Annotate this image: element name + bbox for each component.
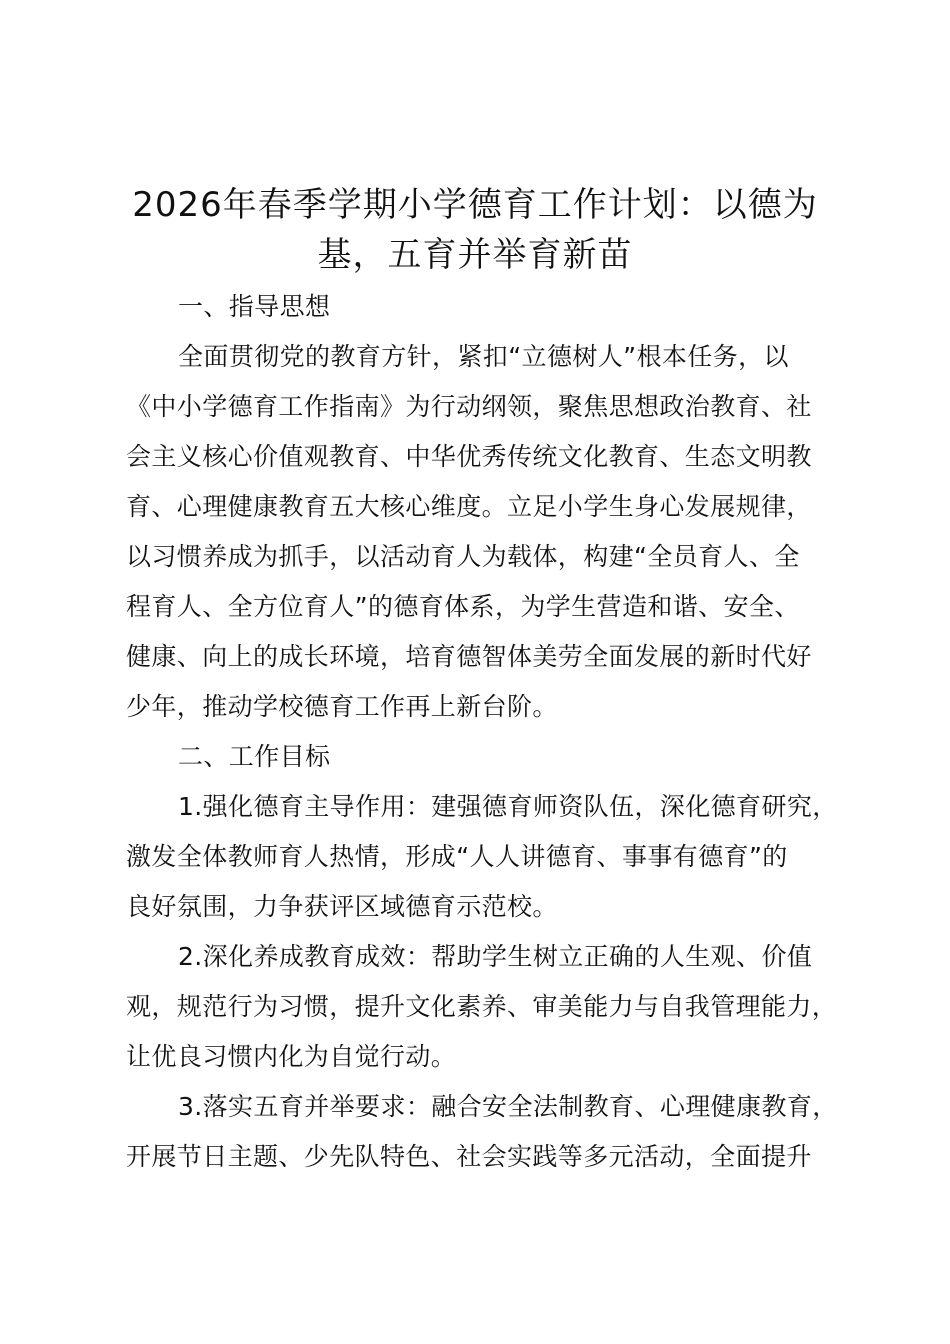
text-line: 少年，推动学校德育工作再上新台阶。 xyxy=(126,692,558,721)
text-line: 良好氛围，力争获评区域德育示范校。 xyxy=(126,892,558,921)
section-heading-work-goals: 二、工作目标 xyxy=(178,742,331,771)
paragraph-goal-2 xyxy=(126,932,836,1082)
document-title xyxy=(110,180,840,280)
section-heading-guiding-ideology: 一、指导思想 xyxy=(178,292,331,321)
text-line: 育、心理健康教育五大核心维度。立足小学生身心发展规律， xyxy=(126,492,812,521)
paragraph-guiding-ideology xyxy=(126,332,836,732)
title-line: 2026年春季学期小学德育工作计划：以德为 xyxy=(132,185,818,225)
text-line: 1.强化德育主导作用：建强德育师资队伍，深化德育研究， xyxy=(178,792,838,821)
text-line: 开展节日主题、少先队特色、社会实践等多元活动，全面提升 xyxy=(126,1142,812,1171)
text-line: 以习惯养成为抓手，以活动育人为载体，构建“全员育人、全 xyxy=(126,542,800,571)
document-body xyxy=(126,282,836,1182)
text-line: 激发全体教师育人热情，形成“人人讲德育、事事有德育”的 xyxy=(126,842,788,871)
text-line: 3.落实五育并举要求：融合安全法制教育、心理健康教育， xyxy=(178,1092,838,1121)
text-line: 2.深化养成教育成效：帮助学生树立正确的人生观、价值 xyxy=(178,942,813,971)
text-line: 观，规范行为习惯，提升文化素养、审美能力与自我管理能力， xyxy=(126,992,838,1021)
text-line: 程育人、全方位育人”的德育体系，为学生营造和谐、安全、 xyxy=(126,592,800,621)
text-line: 《中小学德育工作指南》为行动纲领，聚焦思想政治教育、社 xyxy=(126,392,812,421)
paragraph-goal-1 xyxy=(126,782,836,932)
title-line: 基，五育并举育新苗 xyxy=(317,235,633,275)
text-line: 让优良习惯内化为自觉行动。 xyxy=(126,1042,457,1071)
text-line: 会主义核心价值观教育、中华优秀传统文化教育、生态文明教 xyxy=(126,442,812,471)
text-line: 全面贯彻党的教育方针，紧扣“立德树人”根本任务，以 xyxy=(178,342,789,371)
text-line: 健康、向上的成长环境，培育德智体美劳全面发展的新时代好 xyxy=(126,642,812,671)
paragraph-goal-3 xyxy=(126,1082,836,1182)
